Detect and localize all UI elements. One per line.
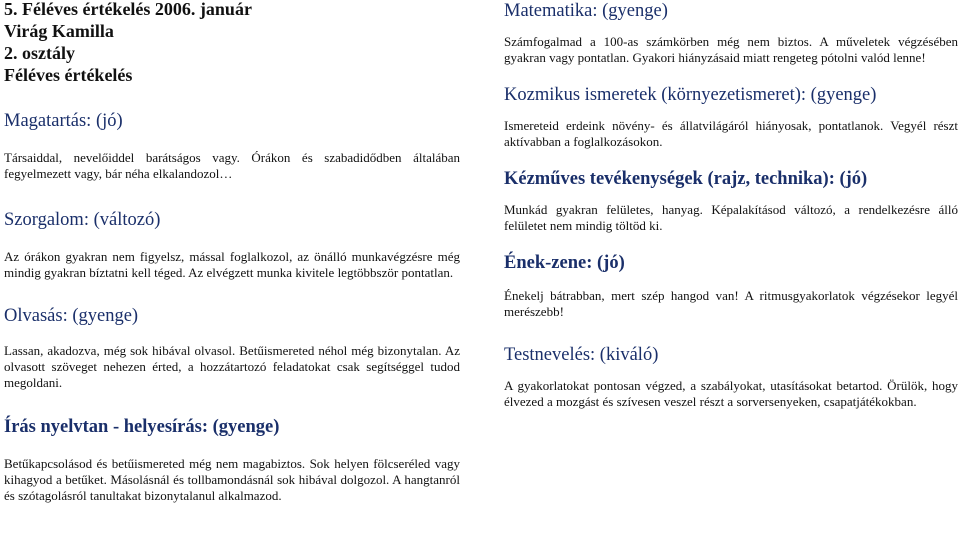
iras-heading: Írás nyelvtan - helyesírás: (gyenge): [4, 417, 280, 437]
szorgalom-heading: Szorgalom: (változó): [4, 210, 161, 230]
report-subtitle: Féléves értékelés: [4, 65, 133, 85]
matematika-text: Számfogalmad a 100-as számkörben még nem biztos. A műveletek végzésében gyakran vagy pontatlan. Gyakori hiányzásaid miatt rengeteg pótolni valód lenne!: [504, 34, 958, 65]
iras-text: Betűkapcsolásod és betűismereted még nem magabiztos. Sok helyen fölcseréled vagy kihagyod a betűket. Másolásnál és tollbamondásnál sok hibával dolgozol. A hangtanról és szótagolásról tanultakat bizonytalanul alkalmazod.: [4, 456, 460, 503]
kezmuves-text: Munkád gyakran felületes, hanyag. Képalakításod változó, a rendelkezésre álló felületet nem mindig töltöd ki.: [504, 202, 958, 233]
magatartas-text: Társaiddal, nevelőiddel barátságos vagy. Órákon és szabadidődben általában fegyelmezett vagy, bár néha elkalandozol…: [4, 150, 460, 181]
class-name: 2. osztály: [4, 43, 75, 63]
report-title: 5. Féléves értékelés 2006. január: [4, 0, 252, 19]
olvasas-text: Lassan, akadozva, még sok hibával olvasol. Betűismereted néhol még bizonytalan. Az olvasott szöveget nehezen érted, a hozzátartozó feladatokat csak segítséggel tudod megoldani.: [4, 343, 460, 390]
left-column: [4, 0, 460, 504]
kozmikus-heading: Kozmikus ismeretek (környezetismeret): (gyenge): [504, 85, 877, 105]
student-name: Virág Kamilla: [4, 21, 114, 41]
olvasas-heading: Olvasás: (gyenge): [4, 306, 139, 326]
right-column: [504, 0, 958, 410]
enek-text: Énekelj bátrabban, mert szép hangod van! A ritmusgyakorlatok végzésekor legyél merészebb!: [504, 288, 958, 319]
document-header: [4, 0, 460, 86]
testneveles-heading: Testnevelés: (kiváló): [504, 345, 659, 365]
kezmuves-heading: Kézműves tevékenységek (rajz, technika): (jó): [504, 169, 868, 189]
kozmikus-text: Ismereteid erdeink növény- és állatvilágáról hiányosak, pontatlanok. Vegyél részt aktívabban a foglalkozásokon.: [504, 118, 958, 149]
magatartas-heading: Magatartás: (jó): [4, 111, 123, 131]
matematika-heading: Matematika: (gyenge): [504, 1, 668, 21]
enek-heading: Ének-zene: (jó): [504, 253, 625, 273]
testneveles-text: A gyakorlatokat pontosan végzed, a szabályokat, utasításokat betartod. Örülök, hogy élvezed a mozgást és szívesen veszel részt a sorversenyeken, csapatjátékokban.: [504, 378, 958, 409]
szorgalom-text: Az órákon gyakran nem figyelsz, mással foglalkozol, az önálló munkavégzésre még mindig gyakran bíztatni kell téged. Az elvégzett munka kivitele legtöbbször pontatlan.: [4, 249, 460, 280]
